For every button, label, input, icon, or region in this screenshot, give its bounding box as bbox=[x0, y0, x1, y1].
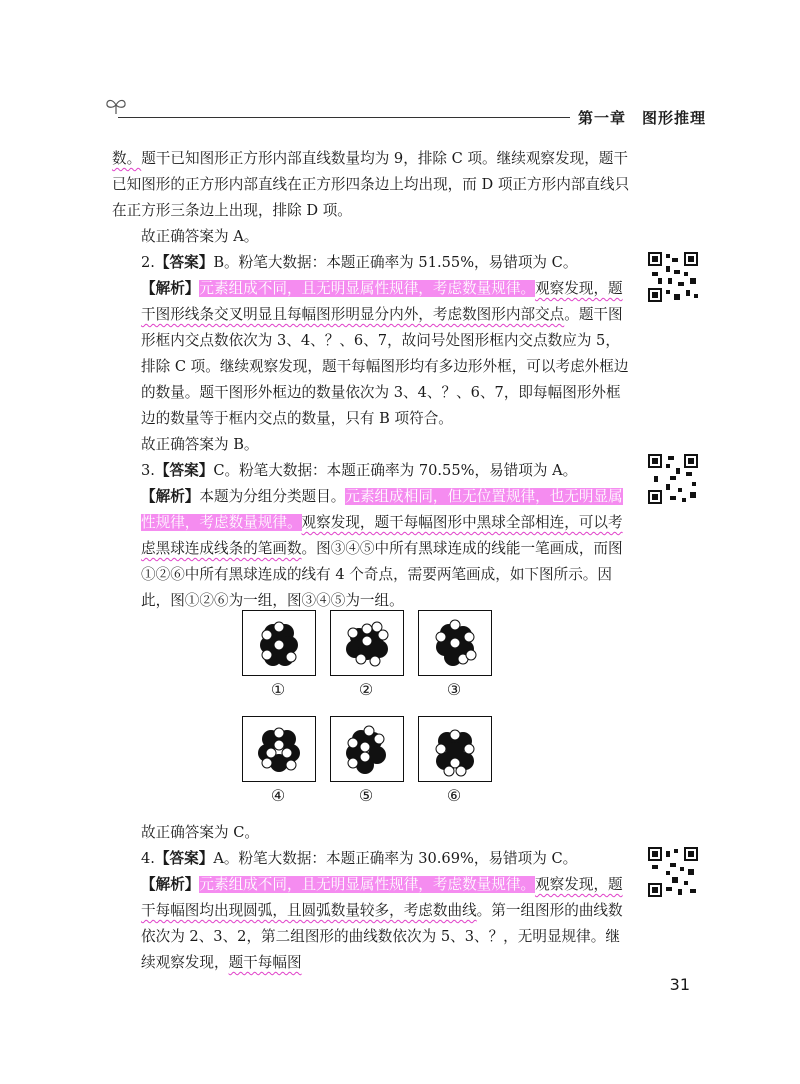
figure-label: ② bbox=[358, 680, 374, 699]
figure-2 bbox=[330, 610, 404, 676]
q4-analysis bbox=[112, 872, 632, 976]
wavy-text: 观察发现，题干每幅图形中黑球全部相连，可以考虑黑球连成线条的笔画数 bbox=[141, 514, 623, 557]
answer-text: A。粉笔大数据：本题正确率为 30.69%，易错项为 C。 bbox=[213, 850, 578, 867]
answer-tag: 【答案】 bbox=[154, 850, 214, 867]
analysis-tag: 【解析】 bbox=[141, 280, 200, 297]
q3-answer bbox=[112, 458, 632, 484]
qr-code-icon[interactable] bbox=[646, 452, 700, 506]
paragraph-text: 。题干图形框内交点数依次为 3、4、？、6、7，故问号处图形框内交点数应为 5，排除 C 项。继续观察发现，题干每幅图形均有多边形外框，可以考虑外框边的数量。题干图形外框边的数量依次为 3、4、？、6、7，即每幅图形外框边的数量等于框内交点的数量，只有 B 项符合。 bbox=[141, 306, 629, 427]
black-ball-figure-icon bbox=[243, 717, 315, 781]
analysis-tag: 【解析】 bbox=[141, 876, 200, 893]
black-ball-figure-icon bbox=[419, 611, 491, 675]
paragraph-text: 题干已知图形正方形内部直线数量均为 9，排除 C 项。继续观察发现，题干已知 bbox=[112, 150, 628, 193]
wavy-text: 数。 bbox=[112, 150, 142, 167]
conclusion-3: 故正确答案为 C。 bbox=[141, 824, 259, 841]
paragraph-text: 。第一组图形的曲线数依次为 2、3、2，第二组图形的曲线数依次为 5、3、？，无明显规律。继续观察发现， bbox=[141, 902, 623, 971]
paragraph-text: 图形的正方形内部直线在正方形四条边上均出现，而 D 项正方形内部直线只在正方形三条边上出现，排除 D 项。 bbox=[112, 176, 630, 219]
figure-6 bbox=[418, 716, 492, 782]
highlighted-text: 元素组成相同，但无位置规律，也无明显属性规律，考虑数量规律。 bbox=[141, 488, 623, 531]
page-content-continued bbox=[112, 820, 632, 976]
q4-answer bbox=[112, 846, 632, 872]
figure-label: ① bbox=[270, 680, 286, 699]
figure-label: ⑥ bbox=[446, 786, 462, 805]
figure-4 bbox=[242, 716, 316, 782]
q2-answer bbox=[112, 250, 632, 276]
black-ball-figure-icon bbox=[331, 717, 403, 781]
highlighted-text: 元素组成不同，且无明显属性规律，考虑数量规律。 bbox=[199, 280, 536, 297]
wavy-text: 题干每幅图 bbox=[228, 954, 302, 971]
figure-5 bbox=[330, 716, 404, 782]
figure-label: ④ bbox=[270, 786, 286, 805]
q3-analysis bbox=[112, 484, 632, 614]
wavy-text: 观察发现，题干图形线条交叉明显且每幅图形明显分内外，考虑数图形内部交点 bbox=[141, 280, 623, 323]
question-number: 4. bbox=[141, 850, 155, 867]
answer-tag: 【答案】 bbox=[154, 462, 214, 479]
page-content bbox=[112, 146, 632, 614]
answer-text: C。粉笔大数据：本题正确率为 70.55%，易错项为 A。 bbox=[213, 462, 578, 479]
conclusion-1: 故正确答案为 A。 bbox=[141, 228, 259, 245]
highlighted-text: 元素组成不同，且无明显属性规律，考虑数量规律。 bbox=[199, 876, 536, 893]
chapter-label: 第一章 bbox=[578, 109, 627, 127]
figure-label: ③ bbox=[446, 680, 462, 699]
chapter-heading bbox=[578, 107, 706, 128]
qr-code-icon[interactable] bbox=[646, 845, 700, 899]
answer-tag: 【答案】 bbox=[154, 254, 214, 271]
wavy-text: 观察发现，题干每幅图均出现圆弧，且圆弧数量较多，考虑数曲线 bbox=[141, 876, 623, 919]
black-ball-figure-icon bbox=[331, 611, 403, 675]
q2-analysis bbox=[112, 276, 632, 432]
figure-grid bbox=[242, 610, 492, 810]
qr-code-icon[interactable] bbox=[646, 250, 700, 304]
question-number: 2. bbox=[141, 254, 155, 271]
paragraph-1 bbox=[112, 146, 632, 224]
paragraph-text: 。图③④⑤中所有黑球连成的线能一笔画成，而图①②⑥中所有黑球连成的线有 4 个奇点，需要两笔画成，如下图所示。因此，图①②⑥为一组，图③④⑤为一组。 bbox=[141, 540, 623, 609]
black-ball-figure-icon bbox=[419, 717, 491, 781]
conclusion-2: 故正确答案为 B。 bbox=[141, 436, 259, 453]
page-number: 31 bbox=[669, 975, 690, 994]
leaf-sprout-icon bbox=[104, 96, 128, 116]
black-ball-figure-icon bbox=[243, 611, 315, 675]
answer-text: B。粉笔大数据：本题正确率为 51.55%，易错项为 C。 bbox=[213, 254, 578, 271]
header-rule bbox=[118, 117, 570, 118]
figure-label: ⑤ bbox=[358, 786, 374, 805]
question-number: 3. bbox=[141, 462, 155, 479]
analysis-tag: 【解析】 bbox=[141, 488, 200, 505]
figure-1 bbox=[242, 610, 316, 676]
paragraph-text: 本题为分组分类题目。 bbox=[199, 488, 346, 505]
figure-3 bbox=[418, 610, 492, 676]
chapter-title: 图形推理 bbox=[642, 109, 707, 127]
